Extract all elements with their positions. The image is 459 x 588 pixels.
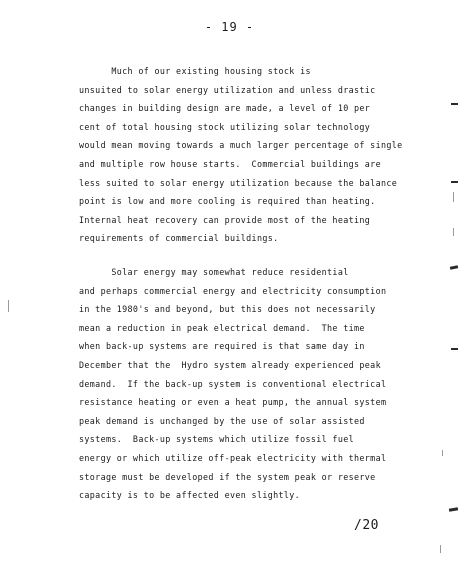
text-line: in the 1980's and beyond, but this does not necessarily: [79, 304, 376, 315]
text-line: and perhaps commercial energy and electricity consumption: [79, 285, 387, 296]
text-line: energy or which utilize off-peak electricity with thermal: [79, 452, 387, 463]
text-line: changes in building design are made, a level of 10 per: [79, 103, 371, 114]
margin-tick-mark: [451, 181, 458, 183]
text-line: Much of our existing housing stock is: [79, 66, 311, 76]
paragraph-solar-demand: [79, 263, 419, 505]
text-line: mean a reduction in peak electrical demand. The time: [79, 322, 365, 333]
text-line: less suited to solar energy utilization because the balance: [79, 177, 398, 188]
continuation-marker: /20: [354, 518, 379, 533]
margin-tick-mark: [451, 103, 458, 105]
text-line: storage must be developed if the system peak or reserve: [79, 471, 376, 482]
text-line: capacity is to be affected even slightly.: [79, 490, 301, 501]
text-line: would mean moving towards a much larger percentage of single: [79, 140, 403, 151]
scan-speck: [440, 545, 441, 553]
margin-tick-mark: [450, 265, 458, 270]
text-line: point is low and more cooling is required than heating.: [79, 196, 376, 207]
scan-speck: [453, 228, 454, 236]
text-line: requirements of commercial buildings.: [79, 233, 279, 244]
text-line: peak demand is unchanged by the use of solar assisted: [79, 415, 365, 426]
text-line: when back-up systems are required is that same day in: [79, 341, 365, 352]
margin-tick-mark: [451, 348, 458, 350]
scan-speck: [8, 300, 9, 312]
scan-speck: [453, 192, 454, 202]
margin-tick-mark: [449, 507, 458, 512]
text-line: resistance heating or even a heat pump, the annual system: [79, 397, 387, 408]
text-line: cent of total housing stock utilizing solar technology: [79, 121, 371, 132]
page-number: - 19 -: [204, 20, 255, 34]
scan-speck: [442, 450, 443, 456]
paragraph-housing-stock: [79, 62, 419, 248]
text-line: Internal heat recovery can provide most of the heating: [79, 214, 371, 225]
text-line: unsuited to solar energy utilization and unless drastic: [79, 84, 376, 95]
text-line: Solar energy may somewhat reduce residential: [79, 267, 349, 277]
text-line: systems. Back-up systems which utilize fossil fuel: [79, 434, 355, 445]
text-line: December that the Hydro system already experienced peak: [79, 359, 381, 370]
text-line: and multiple row house starts. Commercial buildings are: [79, 158, 381, 169]
text-line: demand. If the back-up system is conventional electrical: [79, 378, 387, 389]
